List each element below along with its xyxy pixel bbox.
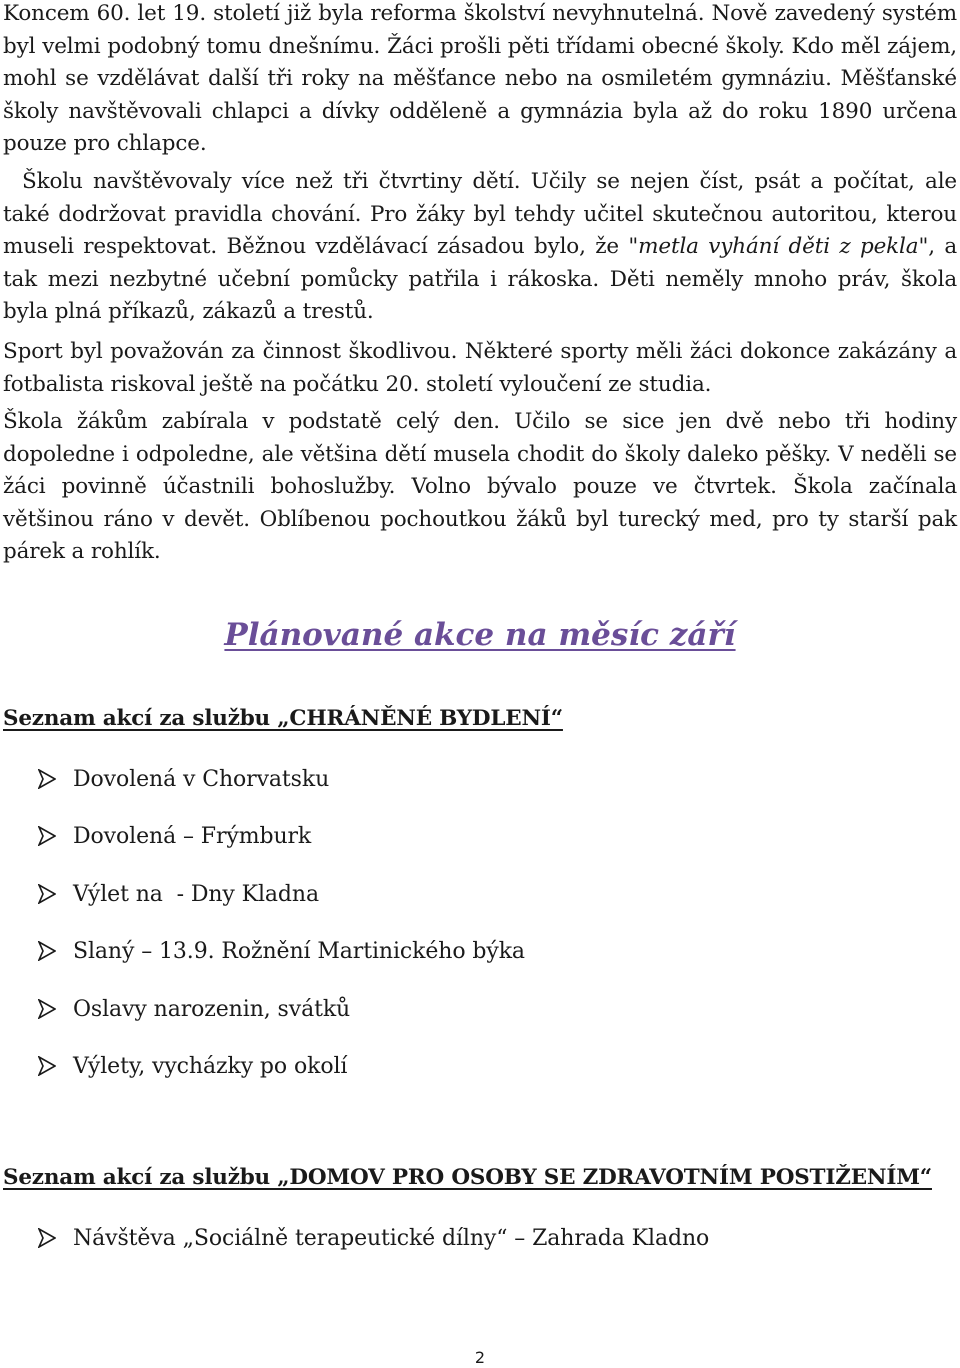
arrowhead-bullet-icon <box>38 999 56 1019</box>
event-list-disability-home <box>0 1223 960 1280</box>
list-item-label: Slaný – 13.9. Rožnění Martinického býka <box>73 939 525 965</box>
quote-metla: metla vyhání děti z pekla <box>638 234 919 259</box>
section-heading-protected-housing: Seznam akcí za službu „CHRÁNĚNÉ BYDLENÍ“ <box>3 706 563 731</box>
arrowhead-bullet-icon <box>38 1056 56 1076</box>
list-item <box>0 821 960 878</box>
list-item-label: Návštěva „Sociálně terapeutické dílny“ – Zahrada Kladno <box>73 1226 710 1251</box>
paragraph-school-attendance-part-2: ", a tak mezi nezbytné učební pomůcky patřila i rákoska. Děti neměly mnoho práv, škola byla plná příkazů, zákazů a trestů. <box>3 234 957 324</box>
list-item <box>0 936 960 993</box>
arrowhead-bullet-icon <box>38 884 56 904</box>
list-item-label: Výlety, vycházky po okolí <box>73 1053 348 1079</box>
list-item <box>0 1051 960 1108</box>
list-item-label: Dovolená – Frýmburk <box>73 824 312 850</box>
arrowhead-bullet-icon <box>38 941 56 961</box>
list-item <box>0 1223 960 1280</box>
page-title: Plánované akce na měsíc září <box>224 617 736 653</box>
paragraph-school-reform: Koncem 60. let 19. století již byla reforma školství nevyhnutelná. Nově zavedený systém byl velmi podobný tomu dnešnímu. Žáci prošli pěti třídami obecné školy. Kdo měl zájem, mohl se vzdělávat další tři roky na měšťance nebo na osmiletém gymnáziu. Měšťanské školy navštěvovali chlapci a dívky odděleně a gymnázia byla až do roku 1890 určena pouze pro chlapce. <box>3 1 957 156</box>
list-item-label: Dovolená v Chorvatsku <box>73 767 330 792</box>
arrowhead-bullet-icon <box>38 826 56 846</box>
section-heading-disability-home: Seznam akcí za službu „DOMOV PRO OSOBY SE ZDRAVOTNÍM POSTIŽENÍM“ <box>3 1165 932 1190</box>
page-number: 2 <box>474 1348 486 1367</box>
arrowhead-bullet-icon <box>38 1228 56 1248</box>
paragraph-sport: Sport byl považován za činnost škodlivou. Některé sporty měli žáci dokonce zakázány a fotbalista riskoval ještě na počátku 20. století vyloučení ze studia. <box>3 339 957 397</box>
list-item <box>0 994 960 1051</box>
list-item-label: Výlet na - Dny Kladna <box>73 881 319 907</box>
paragraph-school-attendance-part-1: Školu navštěvovaly více než tři čtvrtiny dětí. Učily se nejen číst, psát a počítat, ale také dodržovat pravidla chování. Pro žáky byl tehdy učitel skutečnou autoritou, kterou museli respektovat. Běžnou vzdělávací zásadou bylo, že " <box>3 169 957 259</box>
paragraph-school-day: Škola žákům zabírala v podstatě celý den. Učilo se sice jen dvě nebo tři hodiny dopoledne i odpoledne, ale většina dětí musela chodit do školy daleko pěšky. V neděli se žáci povinně účastnili bohoslužby. Volno bývalo pouze ve čtvrtek. Škola začínala většinou ráno v devět. Oblíbenou pochoutkou žáků byl turecký med, pro ty starší pak párek a rohlík. <box>3 409 957 564</box>
event-list-protected-housing <box>0 764 960 1108</box>
list-item <box>0 879 960 936</box>
list-item <box>0 764 960 821</box>
paragraph-school-attendance <box>3 166 957 329</box>
list-item-label: Oslavy narozenin, svátků <box>73 996 351 1022</box>
arrowhead-bullet-icon <box>38 769 56 789</box>
